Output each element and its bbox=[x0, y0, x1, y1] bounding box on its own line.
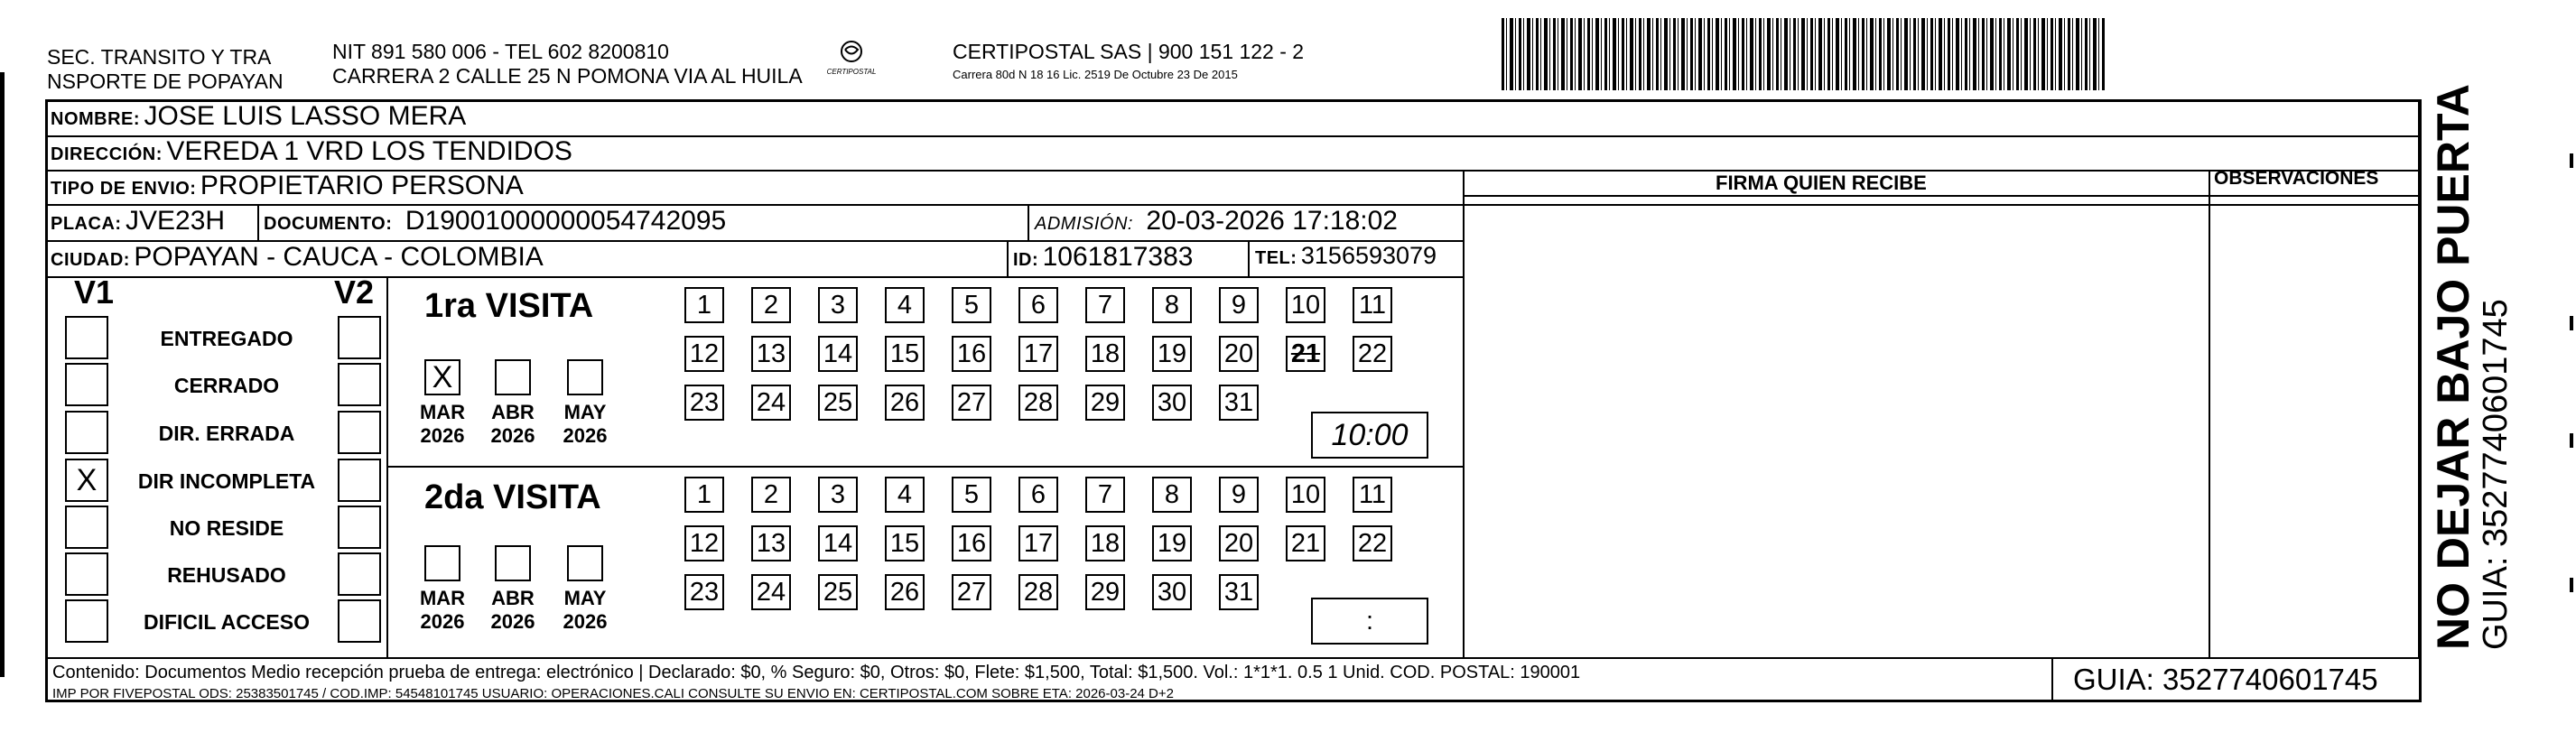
v1-checkbox[interactable] bbox=[65, 363, 108, 406]
day-box[interactable]: 8 bbox=[1152, 287, 1192, 323]
day-box[interactable]: 25 bbox=[818, 385, 858, 421]
day-box[interactable]: 3 bbox=[818, 477, 858, 513]
day-box[interactable]: 19 bbox=[1152, 336, 1192, 372]
right-edge-mark bbox=[2570, 578, 2573, 592]
day-box[interactable]: 4 bbox=[885, 477, 925, 513]
nit-line: NIT 891 580 006 - TEL 602 8200810 bbox=[332, 40, 669, 63]
nombre-label: NOMBRE: bbox=[51, 109, 141, 129]
month-name: MAY bbox=[563, 401, 607, 423]
day-box[interactable]: 27 bbox=[952, 385, 991, 421]
day-box[interactable]: 19 bbox=[1152, 525, 1192, 561]
v2-checkbox[interactable] bbox=[338, 552, 381, 596]
side-warning bbox=[2429, 84, 2514, 650]
day-box[interactable]: 23 bbox=[684, 574, 724, 610]
v2-checkbox[interactable] bbox=[338, 316, 381, 359]
day-box[interactable]: 15 bbox=[885, 336, 925, 372]
day-box[interactable]: 15 bbox=[885, 525, 925, 561]
divider bbox=[1028, 206, 1029, 240]
license-line: Carrera 80d N 18 16 Lic. 2519 De Octubre 23 De 2015 bbox=[953, 68, 1238, 81]
day-box[interactable]: 7 bbox=[1085, 287, 1125, 323]
day-box[interactable]: 31 bbox=[1219, 385, 1259, 421]
day-box[interactable]: 24 bbox=[751, 574, 791, 610]
v2-checkbox[interactable] bbox=[338, 363, 381, 406]
status-label: DIR INCOMPLETA bbox=[137, 469, 316, 493]
sender-line-1: SEC. TRANSITO Y TRA bbox=[47, 45, 272, 69]
day-box[interactable]: 5 bbox=[952, 477, 991, 513]
month-checkbox[interactable] bbox=[567, 359, 603, 395]
sender-name bbox=[47, 45, 284, 94]
certipostal-logo bbox=[820, 40, 883, 87]
visit1-title: 1ra VISITA bbox=[424, 287, 594, 325]
status-label: CERRADO bbox=[173, 374, 280, 397]
v1-checkbox[interactable] bbox=[65, 506, 108, 549]
day-box[interactable]: 17 bbox=[1018, 525, 1058, 561]
month-label bbox=[558, 587, 612, 634]
tel-label: TEL: bbox=[1255, 248, 1297, 268]
v1-label: V1 bbox=[74, 274, 115, 311]
day-box[interactable]: 16 bbox=[952, 336, 991, 372]
day-box[interactable]: 21 bbox=[1286, 525, 1325, 561]
day-box[interactable]: 24 bbox=[751, 385, 791, 421]
documento-field bbox=[264, 206, 726, 237]
status-label: DIFICIL ACCESO bbox=[143, 610, 310, 634]
id-value: 1061817383 bbox=[1042, 242, 1194, 272]
day-box[interactable]: 13 bbox=[751, 525, 791, 561]
day-box[interactable]: 23 bbox=[684, 385, 724, 421]
v2-label: V2 bbox=[334, 274, 375, 311]
status-label: DIR. ERRADA bbox=[158, 422, 295, 445]
day-box[interactable]: 21 bbox=[1286, 336, 1325, 372]
placa-value: JVE23H bbox=[126, 206, 226, 236]
day-box[interactable]: 9 bbox=[1219, 477, 1259, 513]
day-box[interactable]: 4 bbox=[885, 287, 925, 323]
divider bbox=[1248, 242, 1250, 276]
month-label bbox=[486, 401, 540, 448]
direccion-value: VEREDA 1 VRD LOS TENDIDOS bbox=[166, 136, 572, 166]
day-box[interactable]: 17 bbox=[1018, 336, 1058, 372]
side-guia: GUIA: 3527740601745 bbox=[2477, 299, 2515, 650]
day-box[interactable]: 28 bbox=[1018, 574, 1058, 610]
month-year: 2026 bbox=[490, 610, 535, 633]
admision-label: ADMISIÓN: bbox=[1035, 214, 1133, 234]
ciudad-value: POPAYAN - CAUCA - COLOMBIA bbox=[134, 242, 544, 272]
row-nombre bbox=[51, 101, 466, 134]
row-direccion bbox=[51, 136, 572, 167]
right-edge-mark bbox=[2570, 153, 2573, 168]
day-box[interactable]: 10 bbox=[1286, 477, 1325, 513]
footer-print-info: IMP POR FIVEPOSTAL ODS: 25383501745 / COD.IMP: 54548101745 USUARIO: OPERACIONES.CALI CONSULTE SU ENVIO EN: CERTIPOSTAL.COM SOBRE ETA: 2026-03-24 D+2 bbox=[52, 686, 1174, 701]
month-checkbox[interactable] bbox=[567, 545, 603, 581]
day-box[interactable]: 22 bbox=[1353, 525, 1392, 561]
month-label bbox=[415, 587, 470, 634]
tipo-label: TIPO DE ENVIO: bbox=[51, 179, 197, 199]
day-box[interactable]: 3 bbox=[818, 287, 858, 323]
company-info bbox=[953, 40, 1304, 82]
divider bbox=[1007, 242, 1009, 276]
firma-label: FIRMA QUIEN RECIBE bbox=[1716, 172, 1927, 194]
id-field bbox=[1013, 242, 1193, 273]
day-box[interactable]: 16 bbox=[952, 525, 991, 561]
tipo-value: PROPIETARIO PERSONA bbox=[200, 171, 524, 200]
footer-content: Contenido: Documentos Medio recepción prueba de entrega: electrónico | Declarado: $0, % Seguro: $0, Otros: $0, Flete: $1,500, Total: $1,500. Vol.: 1*1*1. 0.5 1 Unid. COD. POSTAL: 190001 bbox=[52, 663, 1581, 682]
ciudad-label: CIUDAD: bbox=[51, 250, 130, 270]
month-year: 2026 bbox=[563, 610, 608, 633]
day-box[interactable]: 26 bbox=[885, 574, 925, 610]
footer-guia: GUIA: 3527740601745 bbox=[2073, 663, 2378, 696]
day-box[interactable]: 5 bbox=[952, 287, 991, 323]
month-name: MAR bbox=[419, 401, 466, 423]
v1-checkbox[interactable] bbox=[65, 552, 108, 596]
day-box[interactable]: 22 bbox=[1353, 336, 1392, 372]
day-box[interactable]: 1 bbox=[684, 477, 724, 513]
month-checkbox[interactable] bbox=[424, 545, 460, 581]
day-box[interactable]: 12 bbox=[684, 336, 724, 372]
v2-checkbox[interactable] bbox=[338, 506, 381, 549]
day-box[interactable]: 12 bbox=[684, 525, 724, 561]
day-box[interactable]: 28 bbox=[1018, 385, 1058, 421]
day-box[interactable]: 7 bbox=[1085, 477, 1125, 513]
month-year: 2026 bbox=[490, 424, 535, 447]
month-name: MAR bbox=[419, 587, 466, 609]
day-box[interactable]: 13 bbox=[751, 336, 791, 372]
day-box[interactable]: 29 bbox=[1085, 385, 1125, 421]
company-line: CERTIPOSTAL SAS | 900 151 122 - 2 bbox=[953, 40, 1305, 63]
visit1-time-box[interactable]: 10:00 bbox=[1311, 412, 1428, 459]
admision-field bbox=[1035, 206, 1398, 237]
day-box[interactable]: 20 bbox=[1219, 336, 1259, 372]
month-checkbox[interactable] bbox=[495, 359, 531, 395]
month-year: 2026 bbox=[420, 424, 465, 447]
row-tipo bbox=[51, 171, 524, 201]
direccion-label: DIRECCIÓN: bbox=[51, 144, 163, 164]
row-placa bbox=[51, 206, 225, 237]
documento-label: DOCUMENTO: bbox=[264, 214, 393, 234]
sender-contact bbox=[332, 40, 803, 88]
documento-value: D19001000000054742095 bbox=[405, 206, 727, 236]
logo-text: CERTIPOSTAL bbox=[826, 68, 877, 76]
day-box[interactable]: 1 bbox=[684, 287, 724, 323]
day-box[interactable]: 18 bbox=[1085, 336, 1125, 372]
day-box[interactable]: 14 bbox=[818, 336, 858, 372]
v1-checkbox[interactable] bbox=[65, 316, 108, 359]
month-name: ABR bbox=[491, 587, 535, 609]
month-checkbox[interactable] bbox=[495, 545, 531, 581]
day-box[interactable]: 31 bbox=[1219, 574, 1259, 610]
month-year: 2026 bbox=[420, 610, 465, 633]
day-box[interactable]: 14 bbox=[818, 525, 858, 561]
right-edge-mark bbox=[2570, 433, 2573, 448]
day-box[interactable]: 10 bbox=[1286, 287, 1325, 323]
divider bbox=[47, 276, 1465, 278]
month-checkbox[interactable]: X bbox=[424, 359, 460, 395]
day-box[interactable]: 29 bbox=[1085, 574, 1125, 610]
day-box[interactable]: 8 bbox=[1152, 477, 1192, 513]
right-edge-mark bbox=[2570, 316, 2573, 330]
day-box[interactable]: 9 bbox=[1219, 287, 1259, 323]
tel-field bbox=[1255, 242, 1437, 270]
barcode bbox=[1502, 18, 2106, 90]
right-column-border bbox=[2418, 101, 2420, 657]
day-box[interactable]: 27 bbox=[952, 574, 991, 610]
logo-icon bbox=[838, 40, 865, 63]
status-label: NO RESIDE bbox=[169, 516, 284, 540]
no-dejar-bajo-puerta: NO DEJAR BAJO PUERTA bbox=[2428, 84, 2478, 650]
day-box[interactable]: 25 bbox=[818, 574, 858, 610]
status-label: REHUSADO bbox=[167, 563, 286, 587]
v1-checkbox[interactable] bbox=[65, 411, 108, 454]
v2-checkbox[interactable] bbox=[338, 459, 381, 502]
v2-checkbox[interactable] bbox=[338, 411, 381, 454]
footer-guia-divider bbox=[2051, 657, 2053, 701]
placa-label: PLACA: bbox=[51, 214, 122, 234]
address-line: CARRERA 2 CALLE 25 N POMONA VIA AL HUILA bbox=[332, 64, 803, 88]
divider bbox=[257, 206, 259, 240]
observaciones-label: OBSERVACIONES bbox=[2214, 168, 2379, 189]
month-label bbox=[415, 401, 470, 448]
id-label: ID: bbox=[1013, 250, 1039, 270]
day-box[interactable]: 6 bbox=[1018, 477, 1058, 513]
status-label: ENTREGADO bbox=[160, 327, 293, 350]
day-box[interactable]: 18 bbox=[1085, 525, 1125, 561]
day-box[interactable]: 11 bbox=[1353, 477, 1392, 513]
sender-line-2: NSPORTE DE POPAYAN bbox=[47, 70, 284, 93]
visit2-time-box[interactable]: : bbox=[1311, 598, 1428, 645]
day-box[interactable]: 2 bbox=[751, 287, 791, 323]
month-year: 2026 bbox=[563, 424, 608, 447]
v1-checkbox[interactable] bbox=[65, 599, 108, 643]
v2-checkbox[interactable] bbox=[338, 599, 381, 643]
row-ciudad bbox=[51, 242, 544, 273]
v1-checkbox[interactable]: X bbox=[65, 459, 108, 502]
signature-header-line bbox=[1463, 195, 2420, 197]
footer-line bbox=[47, 657, 2420, 659]
day-box[interactable]: 11 bbox=[1353, 287, 1392, 323]
tel-value: 3156593079 bbox=[1300, 242, 1437, 269]
month-name: ABR bbox=[491, 401, 535, 423]
visit-divider bbox=[386, 466, 1465, 468]
month-label bbox=[558, 401, 612, 448]
day-box[interactable]: 30 bbox=[1152, 574, 1192, 610]
day-box[interactable]: 2 bbox=[751, 477, 791, 513]
observaciones-border bbox=[2209, 170, 2210, 657]
signature-left-border bbox=[1463, 170, 1465, 657]
visit2-title: 2da VISITA bbox=[424, 478, 601, 516]
month-name: MAY bbox=[563, 587, 607, 609]
day-box[interactable]: 30 bbox=[1152, 385, 1192, 421]
nombre-value: JOSE LUIS LASSO MERA bbox=[144, 101, 467, 131]
day-box[interactable]: 26 bbox=[885, 385, 925, 421]
admision-value: 20-03-2026 17:18:02 bbox=[1146, 206, 1398, 236]
day-box[interactable]: 6 bbox=[1018, 287, 1058, 323]
left-margin-line bbox=[0, 72, 5, 677]
month-label bbox=[486, 587, 540, 634]
day-box[interactable]: 20 bbox=[1219, 525, 1259, 561]
